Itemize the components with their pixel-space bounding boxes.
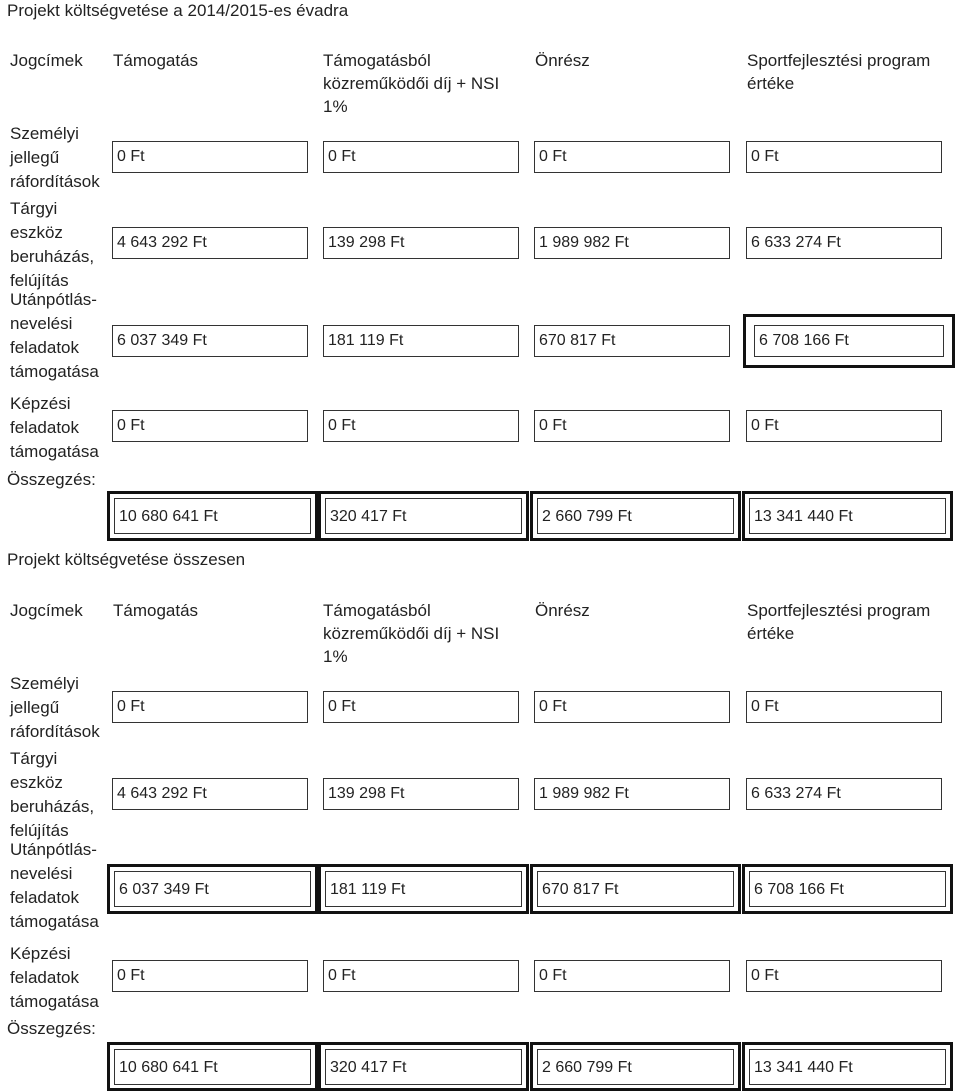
field-onresz[interactable]: 0 Ft	[534, 141, 730, 173]
field-program-erteke[interactable]: 0 Ft	[746, 141, 942, 173]
field-onresz[interactable]: 0 Ft	[534, 410, 730, 442]
row3-onresz-box	[530, 864, 741, 914]
field-kozremukodoi-dij[interactable]: 0 Ft	[323, 960, 519, 992]
field-kozremukodoi-dij[interactable]: 0 Ft	[323, 410, 519, 442]
summary-label: Összegzés:	[7, 470, 96, 489]
total-program-erteke-box	[742, 1042, 953, 1091]
field-kozremukodoi-dij[interactable]: 0 Ft	[323, 691, 519, 723]
total-kozremukodoi-dij-box	[318, 1042, 529, 1091]
total-program-erteke[interactable]: 13 341 440 Ft	[749, 1049, 946, 1085]
total-kozremukodoi-dij[interactable]: 320 417 Ft	[325, 498, 522, 534]
field-program-erteke[interactable]: 6 633 274 Ft	[746, 778, 942, 810]
header-tamogatas: Támogatás	[113, 601, 199, 620]
field-kozremukodoi-dij[interactable]: 181 119 Ft	[323, 325, 519, 357]
field-program-erteke[interactable]: 6 708 166 Ft	[749, 871, 946, 907]
field-onresz[interactable]: 670 817 Ft	[537, 871, 734, 907]
header-program-erteke: Sportfejlesztési program értéke	[747, 51, 931, 93]
field-program-erteke-focused[interactable]: 6 708 166 Ft	[754, 325, 944, 357]
row3-kozremukodoi-dij-box	[318, 864, 529, 914]
header-program-erteke: Sportfejlesztési program értéke	[747, 601, 931, 643]
row3-tamogatas-box	[107, 864, 318, 914]
header-kozremukodoi-dij: Támogatásból közreműködői díj + NSI 1%	[323, 601, 500, 666]
field-tamogatas[interactable]: 0 Ft	[112, 691, 308, 723]
total-tamogatas[interactable]: 10 680 641 Ft	[114, 1049, 311, 1085]
header-kozremukodoi-dij: Támogatásból közreműködői díj + NSI 1%	[323, 51, 500, 116]
field-kozremukodoi-dij[interactable]: 139 298 Ft	[323, 227, 519, 259]
field-tamogatas[interactable]: 6 037 349 Ft	[114, 871, 311, 907]
header-jogcimek: Jogcímek	[10, 51, 83, 70]
row-label-targyi: Tárgyi eszköz beruházás, felújítás	[10, 199, 95, 290]
field-onresz[interactable]: 1 989 982 Ft	[534, 227, 730, 259]
row-label-utanpotlas: Utánpótlás-nevelési feladatok támogatása	[10, 840, 99, 931]
row-label-kepzesi: Képzési feladatok támogatása	[10, 394, 99, 461]
total-onresz[interactable]: 2 660 799 Ft	[537, 1049, 734, 1085]
total-onresz[interactable]: 2 660 799 Ft	[537, 498, 734, 534]
field-tamogatas[interactable]: 0 Ft	[112, 960, 308, 992]
row-label-utanpotlas: Utánpótlás-nevelési feladatok támogatása	[10, 290, 99, 381]
summary-label: Összegzés:	[7, 1019, 96, 1038]
row3-program-erteke-box	[742, 864, 953, 914]
row-label-szemelyi: Személyi jellegű ráfordítások	[10, 124, 100, 191]
header-onresz: Önrész	[535, 601, 590, 620]
field-tamogatas[interactable]: 6 037 349 Ft	[112, 325, 308, 357]
total-tamogatas-box	[107, 491, 318, 541]
total-tamogatas[interactable]: 10 680 641 Ft	[114, 498, 311, 534]
field-onresz[interactable]: 670 817 Ft	[534, 325, 730, 357]
header-onresz: Önrész	[535, 51, 590, 70]
field-program-erteke[interactable]: 0 Ft	[746, 410, 942, 442]
total-program-erteke-box	[742, 491, 953, 541]
section-title: Projekt költségvetése a 2014/2015-es évadra	[7, 1, 349, 20]
field-program-erteke[interactable]: 0 Ft	[746, 691, 942, 723]
total-onresz-box	[530, 1042, 741, 1091]
total-tamogatas-box	[107, 1042, 318, 1091]
total-kozremukodoi-dij-box	[318, 491, 529, 541]
row-label-targyi: Tárgyi eszköz beruházás, felújítás	[10, 749, 95, 840]
header-tamogatas: Támogatás	[113, 51, 199, 70]
field-onresz[interactable]: 1 989 982 Ft	[534, 778, 730, 810]
field-program-erteke[interactable]: 0 Ft	[746, 960, 942, 992]
field-tamogatas[interactable]: 0 Ft	[112, 410, 308, 442]
field-program-erteke[interactable]: 6 633 274 Ft	[746, 227, 942, 259]
field-tamogatas[interactable]: 0 Ft	[112, 141, 308, 173]
field-tamogatas[interactable]: 4 643 292 Ft	[112, 227, 308, 259]
field-kozremukodoi-dij[interactable]: 139 298 Ft	[323, 778, 519, 810]
field-kozremukodoi-dij[interactable]: 181 119 Ft	[325, 871, 522, 907]
total-program-erteke[interactable]: 13 341 440 Ft	[749, 498, 946, 534]
row-label-kepzesi: Képzési feladatok támogatása	[10, 944, 99, 1011]
header-jogcimek: Jogcímek	[10, 601, 83, 620]
field-kozremukodoi-dij[interactable]: 0 Ft	[323, 141, 519, 173]
field-onresz[interactable]: 0 Ft	[534, 960, 730, 992]
field-tamogatas[interactable]: 4 643 292 Ft	[112, 778, 308, 810]
total-kozremukodoi-dij[interactable]: 320 417 Ft	[325, 1049, 522, 1085]
section-title: Projekt költségvetése összesen	[7, 550, 246, 569]
field-onresz[interactable]: 0 Ft	[534, 691, 730, 723]
total-onresz-box	[530, 491, 741, 541]
row-label-szemelyi: Személyi jellegű ráfordítások	[10, 674, 100, 741]
